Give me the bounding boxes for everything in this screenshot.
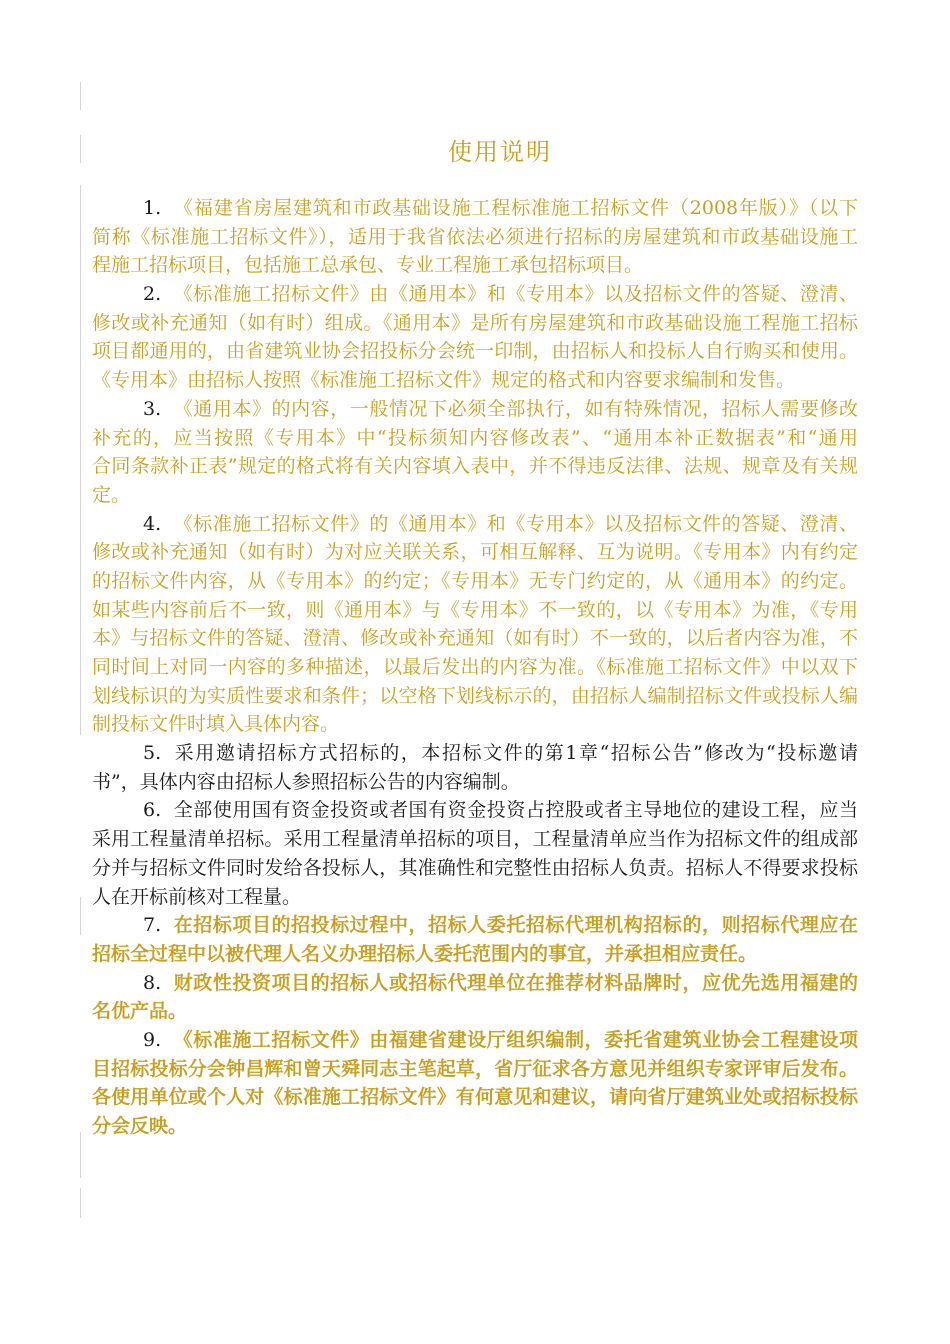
paragraph-line <box>92 538 858 567</box>
paragraph-text: 目招标投标分会钟昌辉和曾天舜同志主笔起草，省厅征求各方意见并组织专家评审后发布。 <box>92 1057 858 1080</box>
paragraph-text: 补充的，应当按照《专用本》中“投标须知内容修改表”、“通用本补正数据表”和“通用 <box>92 426 858 449</box>
paragraph-text: 《专用本》由招标人按照《标准施工招标文件》规定的格式和内容要求编制和发售。 <box>92 369 796 392</box>
paragraph-line <box>92 424 858 453</box>
document-body <box>92 194 858 1141</box>
paragraph-line <box>92 768 858 797</box>
paragraph-number: 6. <box>143 799 162 822</box>
paragraph-text: 合同条款补正表”规定的格式将有关内容填入表中，并不得违反法律、法规、规章及有关规 <box>92 455 858 478</box>
paragraph-line <box>92 997 858 1026</box>
paragraph-line <box>92 223 858 252</box>
margin-rule <box>80 185 81 735</box>
paragraph-line <box>92 1112 858 1141</box>
paragraph-text: 的招标文件内容，从《专用本》的约定；《专用本》无专门约定的，从《通用本》的约定。 <box>92 569 858 592</box>
paragraph-line <box>92 710 858 739</box>
paragraph-line <box>92 624 858 653</box>
paragraph-line <box>92 395 858 424</box>
paragraph-text: 分会反映。 <box>92 1115 188 1137</box>
paragraph-line <box>92 1055 858 1084</box>
paragraph-line <box>92 1026 858 1055</box>
paragraph-text: 书”，具体内容由招标人参照招标公告的内容编制。 <box>92 770 520 793</box>
paragraph-line <box>92 969 858 998</box>
paragraph-text: 划线标识的为实质性要求和条件；以空格下划线标示的，由招标人编制招标文件或投标人编 <box>92 684 858 707</box>
paragraph-number: 5. <box>143 742 162 765</box>
paragraph-6 <box>92 796 858 911</box>
paragraph-9 <box>92 1026 858 1141</box>
paragraph-text: 本》与招标文件的答疑、澄清、修改或补充通知（如有时）不一致的，以后者内容为准，不 <box>92 627 858 650</box>
margin-rule <box>80 82 81 110</box>
paragraph-text: 制投标文件时填入具体内容。 <box>92 713 340 736</box>
paragraph-text: 名优产品。 <box>92 1000 188 1023</box>
paragraph-number: 9. <box>143 1028 162 1051</box>
paragraph-text: 《标准施工招标文件》由《通用本》和《专用本》以及招标文件的答疑、澄清、 <box>173 283 858 306</box>
paragraph-number: 7. <box>143 914 162 937</box>
paragraph-line <box>92 366 858 395</box>
paragraph-text: 人在开标前核对工程量。 <box>92 885 302 908</box>
paragraph-number: 2. <box>143 283 162 306</box>
paragraph-text: 财政性投资项目的招标人或招标代理单位在推荐材料品牌时，应优先选用福建的 <box>173 971 858 994</box>
paragraph-text: 分并与招标文件同时发给各投标人，其准确性和完整性由招标人负责。招标人不得要求投标 <box>92 856 858 879</box>
margin-rule <box>80 1188 81 1218</box>
paragraph-text: 程施工招标项目，包括施工总承包、专业工程施工承包招标项目。 <box>92 254 644 277</box>
paragraph-line <box>92 940 858 969</box>
paragraph-text: 定。 <box>92 483 131 506</box>
paragraph-text: 采用邀请招标方式招标的，本招标文件的第1章“招标公告”修改为“投标邀请 <box>173 742 858 765</box>
paragraph-text: 《标准施工招标文件》的《通用本》和《专用本》以及招标文件的答疑、澄清、 <box>173 512 858 535</box>
paragraph-line <box>92 911 858 940</box>
paragraph-text: 简称《标准施工招标文件》），适用于我省依法必须进行招标的房屋建筑和市政基础设施工 <box>92 225 858 248</box>
paragraph-text: 《通用本》的内容，一般情况下必须全部执行，如有特殊情况，招标人需要修改 <box>173 397 858 420</box>
paragraph-text: 如某些内容前后不一致，则《通用本》与《专用本》不一致的，以《专用本》为准，《专用 <box>92 598 858 621</box>
paragraph-line <box>92 280 858 309</box>
paragraph-8 <box>92 969 858 1026</box>
paragraph-text: 修改或补充通知（如有时）组成。《通用本》是所有房屋建筑和市政基础设施工程施工招标 <box>92 311 858 334</box>
paragraph-line <box>92 796 858 825</box>
paragraph-number: 3. <box>143 397 162 420</box>
paragraph-number: 4. <box>143 512 162 535</box>
paragraph-line <box>92 337 858 366</box>
paragraph-line <box>92 452 858 481</box>
paragraph-text: 《标准施工招标文件》由福建省建设厅组织编制，委托省建筑业协会工程建设项 <box>173 1028 858 1051</box>
paragraph-1 <box>92 194 858 280</box>
paragraph-line <box>92 682 858 711</box>
paragraph-line <box>92 309 858 338</box>
paragraph-line <box>92 825 858 854</box>
paragraph-line <box>92 251 858 280</box>
paragraph-text: 招标全过程中以被代理人名义办理招标人委托范围内的事宜，并承担相应责任。 <box>92 942 758 965</box>
paragraph-text: 在招标项目的招投标过程中，招标人委托招标代理机构招标的，则招标代理应在 <box>173 914 858 937</box>
paragraph-number: 1. <box>143 197 162 219</box>
paragraph-2 <box>92 280 858 395</box>
paragraph-line <box>92 596 858 625</box>
paragraph-line <box>92 883 858 912</box>
paragraph-text: 全部使用国有资金投资或者国有资金投资占控股或者主导地位的建设工程，应当 <box>173 799 858 822</box>
paragraph-line <box>92 510 858 539</box>
margin-rule <box>80 135 81 163</box>
paragraph-number: 8. <box>143 971 162 994</box>
paragraph-5 <box>92 739 858 796</box>
paragraph-text: 《福建省房屋建筑和市政基础设施工程标准施工招标文件（2008年版）》（以下 <box>173 197 858 219</box>
page-title: 使用说明 <box>448 138 552 166</box>
paragraph-text: 同时间上对同一内容的多种描述，以最后发出的内容为准。《标准施工招标文件》中以双下 <box>92 656 858 678</box>
paragraph-line <box>92 653 858 682</box>
paragraph-3 <box>92 395 858 510</box>
margin-rule <box>80 897 81 935</box>
paragraph-text: 各使用单位或个人对《标准施工招标文件》有何意见和建议，请向省厅建筑业处或招标投标 <box>92 1086 858 1109</box>
paragraph-line <box>92 194 858 223</box>
margin-rule <box>80 1132 81 1178</box>
paragraph-text: 采用工程量清单招标。采用工程量清单招标的项目，工程量清单应当作为招标文件的组成部 <box>92 828 858 851</box>
paragraph-line <box>92 854 858 883</box>
paragraph-line <box>92 567 858 596</box>
paragraph-line <box>92 481 858 510</box>
paragraph-line <box>92 1083 858 1112</box>
paragraph-7 <box>92 911 858 968</box>
paragraph-text: 项目都通用的，由省建筑业协会招投标分会统一印制，由招标人和投标人自行购买和使用。 <box>92 340 858 363</box>
paragraph-line <box>92 739 858 768</box>
paragraph-4 <box>92 510 858 740</box>
paragraph-text: 修改或补充通知（如有时）为对应关联关系，可相互解释、互为说明。《专用本》内有约定 <box>92 541 858 564</box>
